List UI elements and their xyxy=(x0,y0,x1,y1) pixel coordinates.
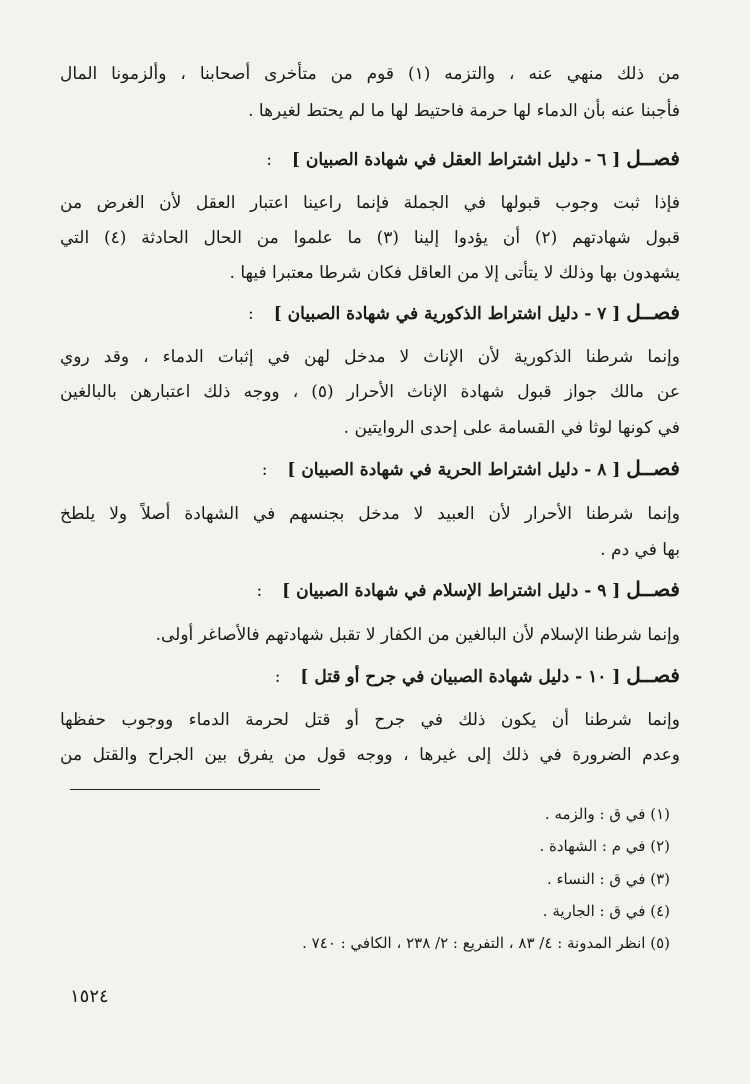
body-line: قبول شهادتهم (٢) أن يؤدوا إلينا (٣) ما علموا من الحال الحادثة (٤) التي xyxy=(60,228,680,248)
body-line: فأجبنا عنه بأن الدماء لها حرمة فاحتيط لها ما لم يحتط لغيرها . xyxy=(248,101,680,121)
heading-colon: : xyxy=(266,150,272,170)
heading-colon: : xyxy=(248,304,254,324)
section-heading xyxy=(60,300,680,324)
body-line: فإذا ثبت وجوب قبولها في الجملة فإنما راعينا اعتبار العقل لأن الغرض من xyxy=(60,193,680,213)
fasl-word: فصــل xyxy=(626,300,680,324)
section-title: [ ١٠ - دليل شهادة الصبيان في جرح أو قتل ] xyxy=(300,667,621,687)
body-line: وعدم الضرورة في ذلك إلى غيرها ، ووجه قول من يفرق بين الجراح والقتل من xyxy=(60,745,680,765)
body-line: من ذلك منهي عنه ، والتزمه (١) قوم من متأخرى أصحابنا ، وألزمونا المال xyxy=(60,64,680,84)
heading-colon: : xyxy=(256,581,263,601)
section-heading xyxy=(60,577,680,601)
fasl-word: فصــل xyxy=(626,146,680,170)
section-heading xyxy=(60,663,680,687)
body-line: وإنما شرطنا الأحرار لأن العبيد لا مدخل بجنسهم في الشهادة أصلاً ولا يلطخ xyxy=(60,504,680,524)
book-page xyxy=(60,50,680,1050)
page-number: ١٥٢٤ xyxy=(70,986,109,1007)
footnote: (٤) في ق : الجارية . xyxy=(542,902,670,920)
fasl-word: فصــل xyxy=(626,663,680,687)
section-title: [ ٨ - دليل اشتراط الحرية في شهادة الصبيان ] xyxy=(287,460,621,480)
footnote: (١) في ق : والزمه . xyxy=(544,805,670,823)
body-line: في كونها لوثا في القسامة على إحدى الروايتين . xyxy=(343,418,680,438)
heading-colon: : xyxy=(274,667,281,687)
section-title: [ ٩ - دليل اشتراط الإسلام في شهادة الصبيان ] xyxy=(282,581,621,601)
section-heading xyxy=(60,146,680,170)
footnote: (٣) في ق : النساء . xyxy=(546,870,670,888)
body-line: وإنما شرطنا أن يكون ذلك في جرح أو قتل لحرمة الدماء ووجوب حفظها xyxy=(60,710,680,730)
body-line: يشهدون بها وذلك لا يتأتى إلا من العاقل فكان شرطا معتبرا فيها . xyxy=(229,263,680,283)
footnote: (٥) انظر المدونة : ٤/ ٨٣ ، التفريع : ٢/ ٢٣٨ ، الكافي : ٧٤٠ . xyxy=(302,934,670,952)
heading-colon: : xyxy=(261,460,268,480)
body-line: وإنما شرطنا الذكورية لأن الإناث لا مدخل لهن في إثبات الدماء ، وقد روي xyxy=(60,347,680,367)
fasl-word: فصــل xyxy=(626,577,680,601)
body-line: عن مالك جواز قبول شهادة الإناث الأحرار (٥) ، ووجه ذلك اعتبارهن بالبالغين xyxy=(60,382,680,402)
fasl-word: فصــل xyxy=(626,456,680,480)
body-line: وإنما شرطنا الإسلام لأن البالغين من الكفار لا تقبل شهادتهم فالأصاغر أولى. xyxy=(155,625,680,645)
footnote-separator xyxy=(70,789,320,790)
body-line: بها في دم . xyxy=(600,540,680,560)
section-title: [ ٦ - دليل اشتراط العقل في شهادة الصبيان ] xyxy=(291,150,621,170)
section-title: [ ٧ - دليل اشتراط الذكورية في شهادة الصبيان ] xyxy=(273,304,621,324)
footnote: (٢) في م : الشهادة . xyxy=(539,837,670,855)
section-heading xyxy=(60,456,680,480)
